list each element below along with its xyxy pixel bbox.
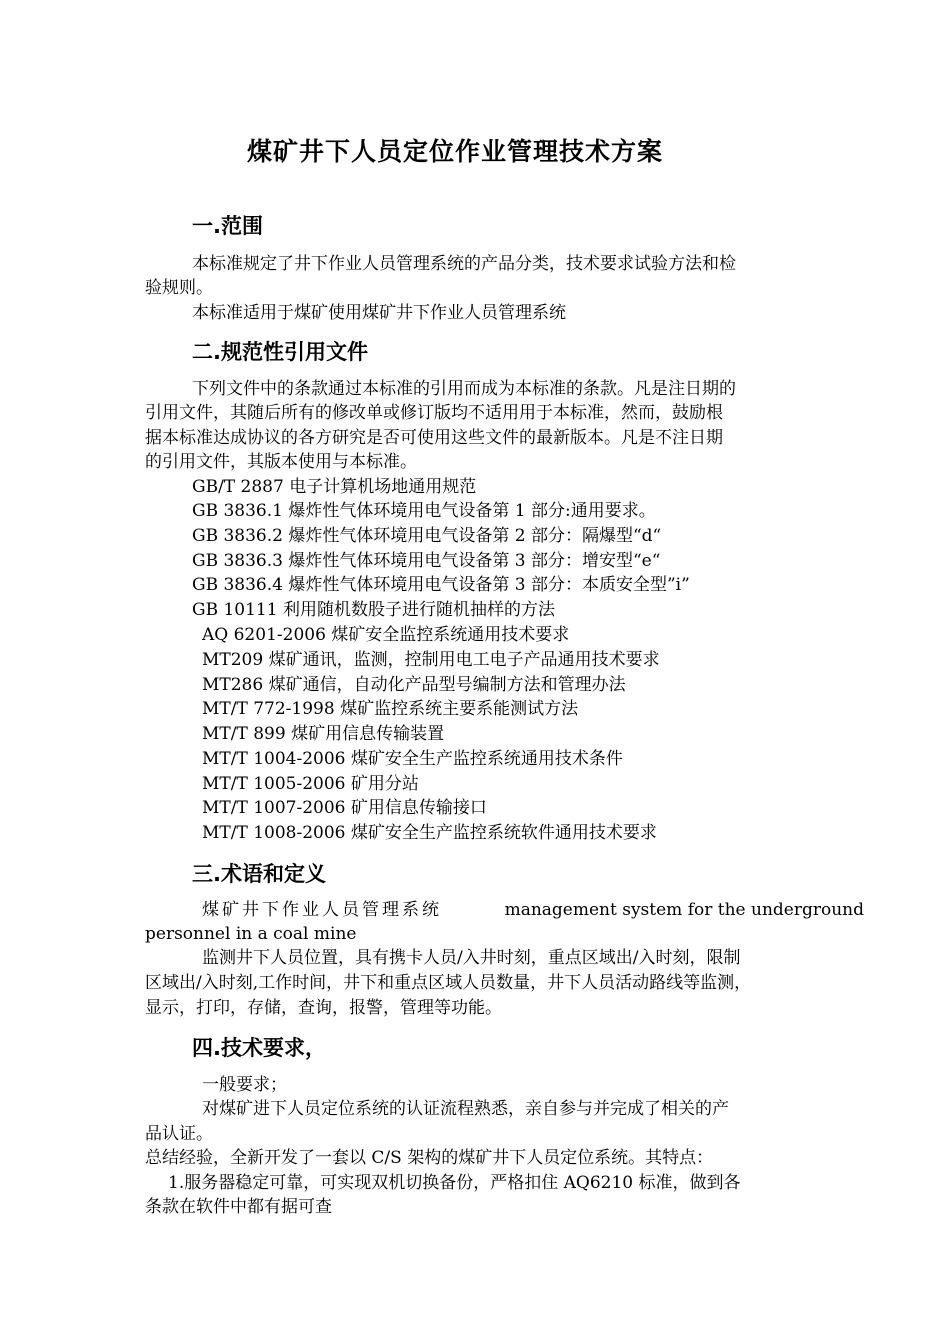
term-english: management system for the underground xyxy=(504,900,864,920)
reference-item: GB 3836.1 爆炸性气体环境用电气设备第 1 部分:通用要求。 xyxy=(192,501,656,521)
reference-item: GB 3836.3 爆炸性气体环境用电气设备第 3 部分：增安型“e“ xyxy=(192,551,661,571)
paragraph-line: 验规则。 xyxy=(145,278,213,298)
term-english-continued: personnel in a coal mine xyxy=(145,924,357,944)
list-item: 1.服务器稳定可靠，可实现双机切换备份，严格扣住 AQ6210 标准，做到各 xyxy=(168,1173,741,1193)
paragraph-line: 一般要求； xyxy=(202,1075,287,1095)
paragraph-line: 引用文件，其随后所有的修改单或修订版均不适用用于本标准，然而，鼓励根 xyxy=(145,403,723,423)
reference-item: MT/T 1008-2006 煤矿安全生产监控系统软件通用技术要求 xyxy=(202,823,657,843)
section-heading-terms: 三.术语和定义 xyxy=(192,862,326,886)
term-line xyxy=(202,898,864,922)
reference-item: GB 10111 利用随机数股子进行随机抽样的方法 xyxy=(192,600,555,620)
paragraph-line: 监测井下人员位置，具有携卡人员/入井时刻，重点区域出/入时刻，限制 xyxy=(202,948,741,968)
reference-item: MT286 煤矿通信，自动化产品型号编制方法和管理办法 xyxy=(202,675,626,695)
reference-item: GB 3836.4 爆炸性气体环境用电气设备第 3 部分：本质安全型”i” xyxy=(192,575,690,595)
paragraph-line: 条款在软件中都有据可查 xyxy=(145,1197,332,1217)
reference-item: GB/T 2887 电子计算机场地通用规范 xyxy=(192,477,477,497)
paragraph-line: 本标准适用于煤矿使用煤矿井下作业人员管理系统 xyxy=(192,303,566,323)
section-heading-requirements: 四.技术要求， xyxy=(192,1036,326,1060)
reference-item: MT/T 899 煤矿用信息传输装置 xyxy=(202,724,445,744)
paragraph-line: 区域出/入时刻,工作时间，井下和重点区域人员数量，井下人员活动路线等监测， xyxy=(145,973,752,993)
paragraph-line: 据本标准达成协议的各方研究是否可使用这些文件的最新版本。凡是不注日期 xyxy=(145,428,723,448)
reference-item: MT/T 1005-2006 矿用分站 xyxy=(202,774,419,794)
reference-item: AQ 6201-2006 煤矿安全监控系统通用技术要求 xyxy=(202,625,570,645)
term-chinese: 煤矿井下作业人员管理系统 xyxy=(202,900,442,920)
paragraph-line: 显示，打印，存储，查询，报警，管理等功能。 xyxy=(145,998,502,1018)
reference-item: GB 3836.2 爆炸性气体环境用电气设备第 2 部分：隔爆型“d“ xyxy=(192,526,662,546)
paragraph-line: 品认证。 xyxy=(145,1124,213,1144)
paragraph-line: 本标准规定了井下作业人员管理系统的产品分类，技术要求试验方法和检 xyxy=(192,254,736,274)
paragraph-line: 下列文件中的条款通过本标准的引用而成为本标准的条款。凡是注日期的 xyxy=(192,379,736,399)
paragraph-line: 的引用文件，其版本使用与本标准。 xyxy=(145,452,417,472)
section-heading-scope: 一.范围 xyxy=(192,214,263,238)
reference-item: MT209 煤矿通讯，监测，控制用电工电子产品通用技术要求 xyxy=(202,650,660,670)
reference-item: MT/T 1004-2006 煤矿安全生产监控系统通用技术条件 xyxy=(202,749,623,769)
paragraph-line: 对煤矿进下人员定位系统的认证流程熟悉，亲自参与并完成了相关的产 xyxy=(202,1099,729,1119)
document-title: 煤矿井下人员定位作业管理技术方案 xyxy=(246,137,663,166)
reference-item: MT/T 1007-2006 矿用信息传输接口 xyxy=(202,798,487,818)
reference-item: MT/T 772-1998 煤矿监控系统主要系能测试方法 xyxy=(202,699,579,719)
paragraph-line: 总结经验，全新开发了一套以 C/S 架构的煤矿井下人员定位系统。其特点： xyxy=(145,1148,714,1168)
section-heading-references: 二.规范性引用文件 xyxy=(192,340,368,364)
